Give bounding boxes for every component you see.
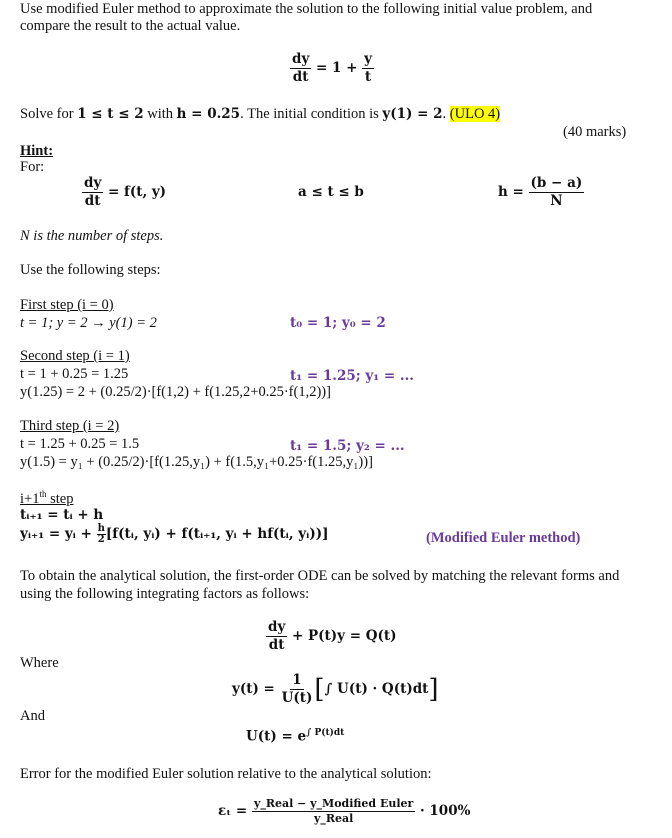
intro-line-2: compare the result to the actual value. xyxy=(20,18,241,34)
analytic-line-2: using the following integrating factors as follows: xyxy=(20,586,310,602)
general-y-recurrence: yᵢ₊₁ = yᵢ + $\frac{h}{2}$ [f(tᵢ, yᵢ) + f(tᵢ₊₁, yᵢ + hf(tᵢ, yᵢ))] xyxy=(20,523,329,545)
step-3-line: t = 1.25 + 0.25 = 1.5 xyxy=(20,436,140,452)
and-label: And xyxy=(20,708,45,724)
analytic-line-1: To obtain the analytical solution, the first-order ODE can be solved by matching the relevant forms and xyxy=(20,568,620,584)
step-3-title: Third step (i = 2) xyxy=(20,418,120,434)
step-1-title: First step (i = 0) xyxy=(20,297,114,313)
step-3-math: t₁ = 1.5; y₂ = ... xyxy=(290,438,405,454)
ode-equation: $\frac{dy}{dt}$ = 1 + $\frac{y}{t}$ xyxy=(292,51,372,85)
error-formula: εₜ = $\frac{\text{y\_Real − y\_Modified Euler}}{\text{y\_Real}}$ · 100% xyxy=(218,797,471,826)
hint-step-size: h = $\frac{(b - a)}{N}$ xyxy=(498,175,583,209)
hint-interval: a ≤ t ≤ b xyxy=(298,184,364,200)
step-1-line: t = 1; y = 2 → y(1) = 2 xyxy=(20,315,157,331)
intro-line-1: Use modified Euler method to approximate the solution to the following initial value problem, and xyxy=(20,1,593,17)
solve-statement: Solve for 1 ≤ t ≤ 2 with h = 0.25. The initial condition is y(1) = 2. (ULO 4) xyxy=(20,106,501,122)
step-3-formula: y(1.5) = y₁ + (0.25/2)·[f(1.25,y₁) + f(1.5,y₁+0.25·f(1.25,y₁))] xyxy=(20,454,373,470)
ode-lhs-fraction: $\frac{dy}{dt}$ xyxy=(292,51,310,85)
marks-label: (40 marks) xyxy=(563,124,627,140)
step-1-math: t₀ = 1; y₀ = 2 xyxy=(290,315,386,331)
step-2-line: t = 1 + 0.25 = 1.25 xyxy=(20,366,129,382)
integrating-factor-solution: y(t) = $\frac{1}{U(t)}$ [∫ U(t) · Q(t)dt] xyxy=(232,672,439,706)
modified-euler-label: (Modified Euler method) xyxy=(426,530,581,546)
step-2-formula: y(1.25) = 2 + (0.25/2)·[f(1,2) + f(1.25,2+0.25·f(1,2))] xyxy=(20,384,331,400)
step-2-math: t₁ = 1.25; y₁ = ... xyxy=(290,368,414,384)
hint-n-description: N is the number of steps. xyxy=(20,228,164,244)
hint-ode: $\frac{dy}{dt}$ = f(t, y) xyxy=(84,175,167,209)
error-intro: Error for the modified Euler solution relative to the analytical solution: xyxy=(20,766,432,782)
step-2-title: Second step (i = 1) xyxy=(20,348,130,364)
first-order-ode-form: $\frac{dy}{dt}$ + P(t)y = Q(t) xyxy=(268,619,397,653)
integrating-factor-def: $U(t) = e^{\int P(t)dt}$ xyxy=(246,728,345,745)
ode-rhs-fraction: $\frac{y}{t}$ xyxy=(364,51,372,85)
ulo-badge: (ULO 4) xyxy=(449,106,501,122)
general-step-title: i+1th step xyxy=(20,489,74,507)
hint-title: Hint: xyxy=(20,143,54,159)
hint-for: For: xyxy=(20,159,45,175)
general-t-recurrence: tᵢ₊₁ = tᵢ + h xyxy=(20,507,104,523)
hint-steps-intro: Use the following steps: xyxy=(20,262,161,278)
where-label: Where xyxy=(20,655,59,671)
